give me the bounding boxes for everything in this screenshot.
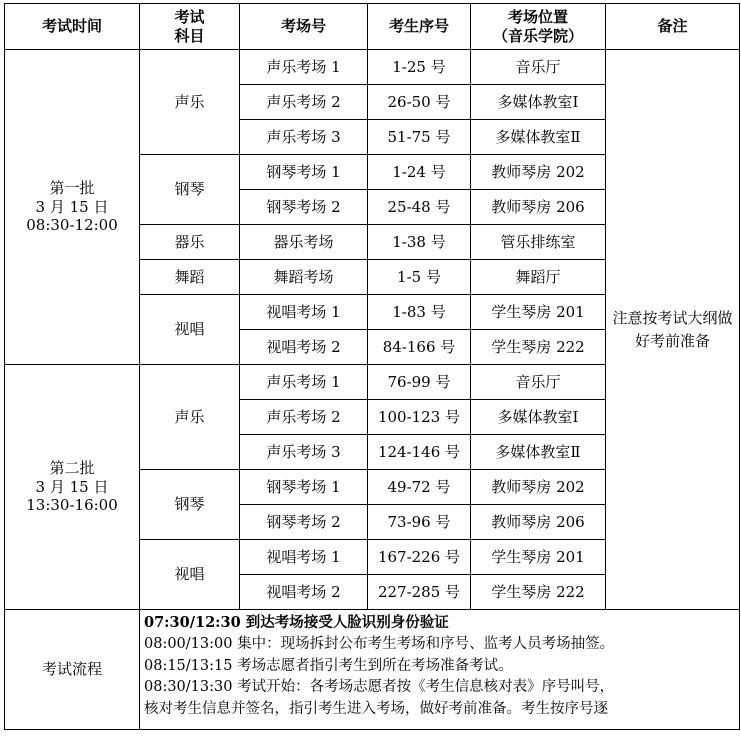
loc-cell: 学生琴房 222: [471, 575, 606, 610]
seq-cell: 84-166 号: [368, 330, 471, 365]
process-row: [5, 610, 740, 730]
room-cell: 声乐考场 3: [240, 120, 368, 155]
loc-cell: 多媒体教室Ⅰ: [471, 85, 606, 120]
seq-cell: 1-5 号: [368, 260, 471, 295]
seq-cell: 1-38 号: [368, 225, 471, 260]
seq-cell: 124-146 号: [368, 435, 471, 470]
loc-cell: 学生琴房 222: [471, 330, 606, 365]
header-seq: 考生序号: [368, 4, 471, 50]
header-subject-line2: 科目: [174, 26, 205, 45]
room-cell: 声乐考场 2: [240, 400, 368, 435]
seq-cell: 100-123 号: [368, 400, 471, 435]
process-content: [140, 610, 740, 730]
room-cell: 器乐考场: [240, 225, 368, 260]
process-line: 08:30/13:30 考试开始：各考场志愿者按《考生信息核对表》序号叫号，: [144, 679, 615, 696]
header-subject: [140, 4, 240, 50]
header-subject-line1: 考试: [174, 7, 205, 26]
subject-cell: 钢琴: [140, 155, 240, 225]
room-cell: 舞蹈考场: [240, 260, 368, 295]
room-cell: 视唱考场 2: [240, 575, 368, 610]
room-cell: 钢琴考场 2: [240, 190, 368, 225]
loc-cell: 教师琴房 202: [471, 470, 606, 505]
room-cell: 视唱考场 1: [240, 295, 368, 330]
seq-cell: 73-96 号: [368, 505, 471, 540]
loc-cell: 管乐排练室: [471, 225, 606, 260]
seq-cell: 51-75 号: [368, 120, 471, 155]
seq-cell: 76-99 号: [368, 365, 471, 400]
process-line: 08:15/13:15 考场志愿者指引考生到所在考场准备考试。: [144, 657, 513, 674]
batch-time-cell: [5, 50, 140, 365]
header-time: 考试时间: [5, 4, 140, 50]
subject-cell: 器乐: [140, 225, 240, 260]
subject-cell: 声乐: [140, 50, 240, 155]
subject-cell: 声乐: [140, 365, 240, 470]
seq-cell: 1-83 号: [368, 295, 471, 330]
loc-cell: 多媒体教室Ⅱ: [471, 120, 606, 155]
seq-cell: 25-48 号: [368, 190, 471, 225]
header-room: 考场号: [240, 4, 368, 50]
loc-cell: 舞蹈厅: [471, 260, 606, 295]
subject-cell: 视唱: [140, 295, 240, 365]
header-location-line1: 考场位置: [507, 7, 568, 26]
seq-cell: 49-72 号: [368, 470, 471, 505]
room-cell: 钢琴考场 1: [240, 155, 368, 190]
room-cell: 视唱考场 1: [240, 540, 368, 575]
header-location-line2: （音乐学院）: [492, 26, 583, 45]
batch-time: 08:30-12:00: [26, 216, 118, 235]
process-label: 考试流程: [5, 610, 140, 730]
process-line: 核对考生信息并签名，指引考生进入考场，做好考前准备。考生按序号逐: [144, 701, 608, 717]
batch-name: 第一批: [49, 178, 95, 197]
batch-time: 13:30-16:00: [26, 496, 118, 515]
room-cell: 声乐考场 1: [240, 50, 368, 85]
seq-cell: 1-25 号: [368, 50, 471, 85]
header-note: 备注: [606, 4, 740, 50]
room-cell: 声乐考场 2: [240, 85, 368, 120]
subject-cell: 视唱: [140, 540, 240, 610]
loc-cell: 学生琴房 201: [471, 540, 606, 575]
loc-cell: 教师琴房 206: [471, 190, 606, 225]
loc-cell: 音乐厅: [471, 50, 606, 85]
room-cell: 钢琴考场 1: [240, 470, 368, 505]
loc-cell: 多媒体教室Ⅰ: [471, 400, 606, 435]
room-cell: 视唱考场 2: [240, 330, 368, 365]
loc-cell: 音乐厅: [471, 365, 606, 400]
loc-cell: 学生琴房 201: [471, 295, 606, 330]
table-row: [5, 50, 740, 85]
subject-cell: 钢琴: [140, 470, 240, 540]
loc-cell: 教师琴房 206: [471, 505, 606, 540]
room-cell: 声乐考场 1: [240, 365, 368, 400]
exam-schedule-table: [4, 3, 740, 730]
header-location: [471, 4, 606, 50]
room-cell: 声乐考场 3: [240, 435, 368, 470]
room-cell: 钢琴考场 2: [240, 505, 368, 540]
loc-cell: 多媒体教室Ⅱ: [471, 435, 606, 470]
seq-cell: 167-226 号: [368, 540, 471, 575]
loc-cell: 教师琴房 202: [471, 155, 606, 190]
header-row: [5, 4, 740, 50]
batch-name: 第二批: [49, 458, 95, 477]
subject-cell: 舞蹈: [140, 260, 240, 295]
batch-time-cell: [5, 365, 140, 610]
seq-cell: 227-285 号: [368, 575, 471, 610]
batch-date: 3 月 15 日: [35, 197, 109, 216]
process-line: 07:30/12:30 到达考场接受人脸识别身份验证: [144, 614, 449, 631]
process-line: 08:00/13:00 集中：现场拆封公布考生考场和序号、监考人员考场抽签。: [144, 635, 615, 652]
note-cell: 注意按考试大纲做好考前准备: [606, 50, 740, 610]
seq-cell: 26-50 号: [368, 85, 471, 120]
batch-date: 3 月 15 日: [35, 477, 109, 496]
seq-cell: 1-24 号: [368, 155, 471, 190]
